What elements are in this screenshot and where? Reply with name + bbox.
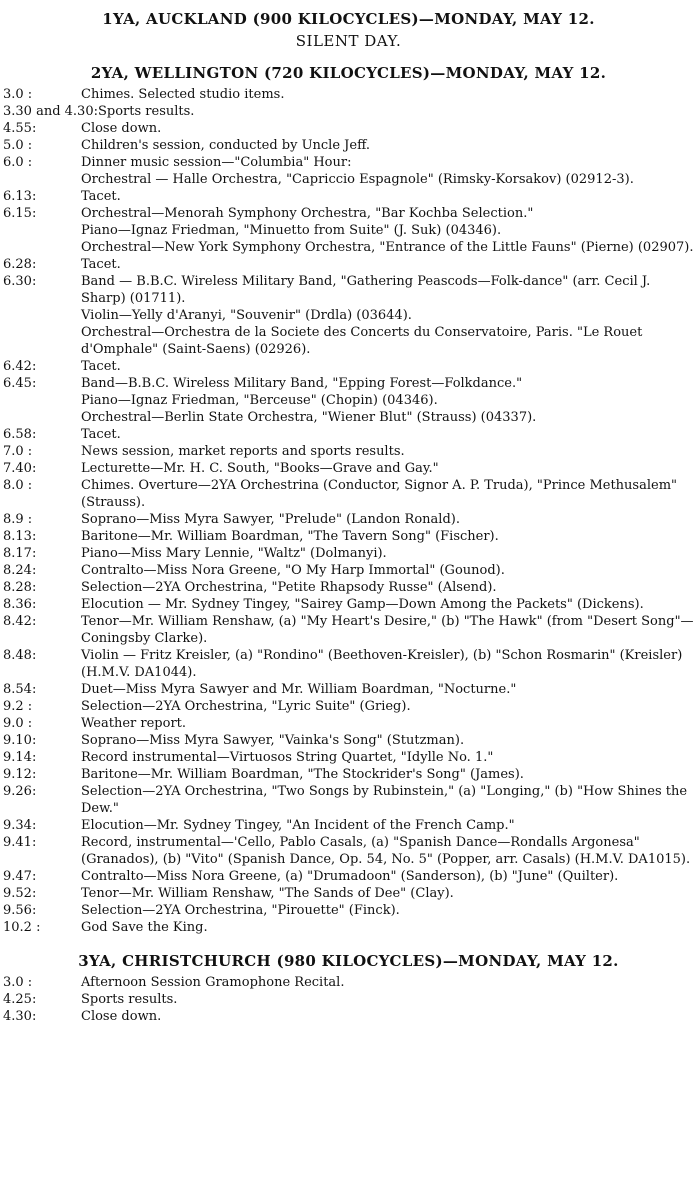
programme-entry	[3, 613, 694, 647]
station-heading-3ya: 3YA, CHRISTCHURCH (980 KILOCYCLES)—MONDAY, MAY 12.	[78, 952, 619, 970]
programme-entry-continuation: Piano—Ignaz Friedman, "Minuetto from Suite" (J. Suk) (04346).	[81, 223, 502, 238]
entry-text: Soprano—Miss Myra Sawyer, "Prelude" (Landon Ronald).	[81, 512, 460, 527]
entry-text: Elocution — Mr. Sydney Tingey, "Sairey Gamp—Down Among the Packets" (Dickens).	[81, 597, 644, 612]
entry-time: 9.12:	[3, 767, 37, 782]
programme-entry	[3, 868, 694, 885]
programme-entry	[3, 256, 694, 273]
entry-text: Piano—Miss Mary Lennie, "Waltz" (Dolmanyi).	[81, 546, 387, 561]
entry-text: Baritone—Mr. William Boardman, "The Tavern Song" (Fischer).	[81, 529, 499, 544]
entry-time: 8.48:	[3, 648, 37, 663]
programme-entry-continuation: Piano—Ignaz Friedman, "Berceuse" (Chopin) (04346).	[81, 393, 438, 408]
programme-entry	[3, 681, 694, 698]
entry-text: Chimes. Selected studio items.	[81, 87, 285, 102]
entry-text: Dinner music session—"Columbia" Hour:	[81, 155, 352, 170]
programme-entry	[3, 562, 694, 579]
programme-entry	[3, 443, 694, 460]
entry-text: Tenor—Mr. William Renshaw, "The Sands of Dee" (Clay).	[81, 886, 454, 901]
programme-entry	[3, 834, 694, 868]
station-heading-2ya: 2YA, WELLINGTON (720 KILOCYCLES)—MONDAY, MAY 12.	[90, 64, 607, 82]
entry-time: 9.41:	[3, 835, 37, 850]
entry-text: Children's session, conducted by Uncle Jeff.	[81, 138, 370, 153]
entry-time: 8.42:	[3, 614, 37, 629]
entry-time: 6.58:	[3, 427, 37, 442]
entry-text: Baritone—Mr. William Boardman, "The Stockrider's Song" (James).	[81, 767, 524, 782]
silent-day-notice: SILENT DAY.	[295, 32, 402, 50]
entry-time: 9.34:	[3, 818, 37, 833]
entry-time: 8.9 :	[3, 512, 33, 527]
programme-entry	[3, 86, 694, 103]
station-heading-1ya: 1YA, AUCKLAND (900 KILOCYCLES)—MONDAY, MAY 12.	[102, 10, 595, 28]
entry-text: Tenor—Mr. William Renshaw, (a) "My Heart's Desire," (b) "The Hawk" (from "Desert Song"—Coningsby Clarke).	[81, 614, 694, 646]
programme-entry	[3, 154, 694, 171]
programme-entry	[3, 511, 694, 528]
entry-text: Tacet.	[81, 257, 121, 272]
entry-text: Selection—2YA Orchestrina, "Petite Rhapsody Russe" (Alsend).	[81, 580, 497, 595]
programme-entry	[3, 460, 694, 477]
entry-time: 8.13:	[3, 529, 37, 544]
programme-entry	[3, 783, 694, 817]
programme-entry	[3, 766, 694, 783]
entry-time: 8.17:	[3, 546, 37, 561]
entry-time: 6.42:	[3, 359, 37, 374]
entry-text: Soprano—Miss Myra Sawyer, "Vainka's Song" (Stutzman).	[81, 733, 465, 748]
entry-text: Lecturette—Mr. H. C. South, "Books—Grave and Gay."	[81, 461, 439, 476]
entry-text: Contralto—Miss Nora Greene, (a) "Drumadoon" (Sanderson), (b) "June" (Quilter).	[81, 869, 619, 884]
entry-time: 9.14:	[3, 750, 37, 765]
programme-entry-continuation: Violin—Yelly d'Aranyi, "Souvenir" (Drdla) (03644).	[81, 308, 412, 323]
entry-time: 9.10:	[3, 733, 37, 748]
entry-time: 9.0 :	[3, 716, 33, 731]
entry-text: Violin — Fritz Kreisler, (a) "Rondino" (Beethoven-Kreisler), (b) "Schon Rosmarin" (Kreisler) (H.M.V. DA1044).	[81, 648, 683, 680]
programme-list-2ya	[3, 86, 694, 936]
entry-text: Afternoon Session Gramophone Recital.	[81, 975, 345, 990]
entry-text: Record instrumental—Virtuosos String Quartet, "Idylle No. 1."	[81, 750, 494, 765]
entry-text: Sports results.	[97, 104, 195, 119]
programme-entry	[3, 749, 694, 766]
entry-text: Close down.	[81, 121, 162, 136]
programme-entry	[3, 817, 694, 834]
entry-text: Selection—2YA Orchestrina, "Two Songs by Rubinstein," (a) "Longing," (b) "How Shines the Dew."	[81, 784, 688, 816]
entry-text: Tacet.	[81, 359, 121, 374]
programme-entry	[3, 358, 694, 375]
programme-entry	[3, 902, 694, 919]
programme-entry	[3, 919, 694, 936]
entry-time: 9.26:	[3, 784, 37, 799]
entry-time: 4.55:	[3, 121, 37, 136]
entry-time: 9.52:	[3, 886, 37, 901]
entry-text: Weather report.	[81, 716, 187, 731]
programme-entry	[3, 698, 694, 715]
entry-text: Selection—2YA Orchestrina, "Lyric Suite" (Grieg).	[81, 699, 411, 714]
programme-entry-continuation: Orchestral — Halle Orchestra, "Capriccio Espagnole" (Rimsky-Korsakov) (02912-3).	[81, 172, 634, 187]
entry-text: News session, market reports and sports results.	[81, 444, 405, 459]
entry-time: 9.47:	[3, 869, 37, 884]
entry-time: 3.0 :	[3, 87, 33, 102]
entry-time: 3.30 and 4.30:	[3, 104, 98, 119]
programme-entry	[3, 974, 694, 991]
programme-entry	[3, 528, 694, 545]
programme-list-3ya	[3, 974, 694, 1025]
entry-time: 4.25:	[3, 992, 37, 1007]
entry-text: Tacet.	[81, 427, 121, 442]
programme-entry-continuation: Orchestral—Orchestra de la Societe des Concerts du Conservatoire, Paris. "Le Rouet d'Omphale" (Saint-Saens) (02926).	[81, 325, 643, 357]
programme-entry	[3, 120, 694, 137]
entry-text: Record, instrumental—'Cello, Pablo Casals, (a) "Spanish Dance—Rondalls Argonesa" (Granados), (b) "Vito" (Spanish Dance, Op. 54, No. 5" (Popper, arr. Casals) (H.M.V. DA1015).	[81, 835, 691, 867]
entry-time: 9.56:	[3, 903, 37, 918]
programme-entry	[3, 596, 694, 613]
entry-time: 9.2 :	[3, 699, 33, 714]
programme-entry	[3, 137, 694, 154]
entry-time: 6.15:	[3, 206, 37, 221]
programme-entry	[3, 477, 694, 511]
entry-text: Tacet.	[81, 189, 121, 204]
entry-time: 5.0 :	[3, 138, 33, 153]
entry-text: Band—B.B.C. Wireless Military Band, "Epping Forest—Folkdance."	[81, 376, 523, 391]
entry-time: 8.36:	[3, 597, 37, 612]
programme-entry-continuation: Orchestral—New York Symphony Orchestra, "Entrance of the Little Fauns" (Pierne) (02907).	[81, 240, 694, 255]
programme-entry-continuation: Orchestral—Berlin State Orchestra, "Wiener Blut" (Strauss) (04337).	[81, 410, 537, 425]
entry-time: 8.24:	[3, 563, 37, 578]
entry-time: 6.28:	[3, 257, 37, 272]
entry-time: 8.0 :	[3, 478, 33, 493]
entry-time: 7.40:	[3, 461, 37, 476]
entry-text: Contralto—Miss Nora Greene, "O My Harp Immortal" (Gounod).	[81, 563, 505, 578]
entry-time: 8.28:	[3, 580, 37, 595]
entry-time: 6.45:	[3, 376, 37, 391]
entry-time: 10.2 :	[3, 920, 41, 935]
programme-entry	[3, 188, 694, 205]
programme-entry	[3, 1008, 694, 1025]
entry-text: Elocution—Mr. Sydney Tingey, "An Incident of the French Camp."	[81, 818, 515, 833]
programme-entry	[3, 885, 694, 902]
programme-entry	[3, 205, 694, 222]
programme-entry	[3, 375, 694, 392]
entry-time: 6.13:	[3, 189, 37, 204]
entry-time: 4.30:	[3, 1009, 37, 1024]
entry-text: Orchestral—Menorah Symphony Orchestra, "Bar Kochba Selection."	[81, 206, 534, 221]
entry-text: Selection—2YA Orchestrina, "Pirouette" (Finck).	[81, 903, 400, 918]
programme-entry	[3, 715, 694, 732]
programme-entry	[3, 732, 694, 749]
entry-text: Sports results.	[81, 992, 178, 1007]
entry-time: 7.0 :	[3, 444, 33, 459]
programme-entry	[3, 545, 694, 562]
entry-text: God Save the King.	[81, 920, 208, 935]
entry-text: Chimes. Overture—2YA Orchestrina (Conductor, Signor A. P. Truda), "Prince Methusalem" (Strauss).	[81, 478, 678, 510]
entry-text: Duet—Miss Myra Sawyer and Mr. William Boardman, "Nocturne."	[81, 682, 517, 697]
programme-entry	[3, 647, 694, 681]
entry-time: 6.0 :	[3, 155, 33, 170]
entry-text: Close down.	[81, 1009, 162, 1024]
entry-time: 8.54:	[3, 682, 37, 697]
entry-time: 3.0 :	[3, 975, 33, 990]
programme-entry	[3, 426, 694, 443]
programme-entry	[3, 103, 694, 120]
entry-text: Band — B.B.C. Wireless Military Band, "Gathering Peascods—Folk-dance" (arr. Cecil J. Sharp) (01711).	[81, 274, 651, 306]
programme-entry	[3, 991, 694, 1008]
entry-time: 6.30:	[3, 274, 37, 289]
programme-entry	[3, 579, 694, 596]
programme-entry	[3, 273, 694, 307]
